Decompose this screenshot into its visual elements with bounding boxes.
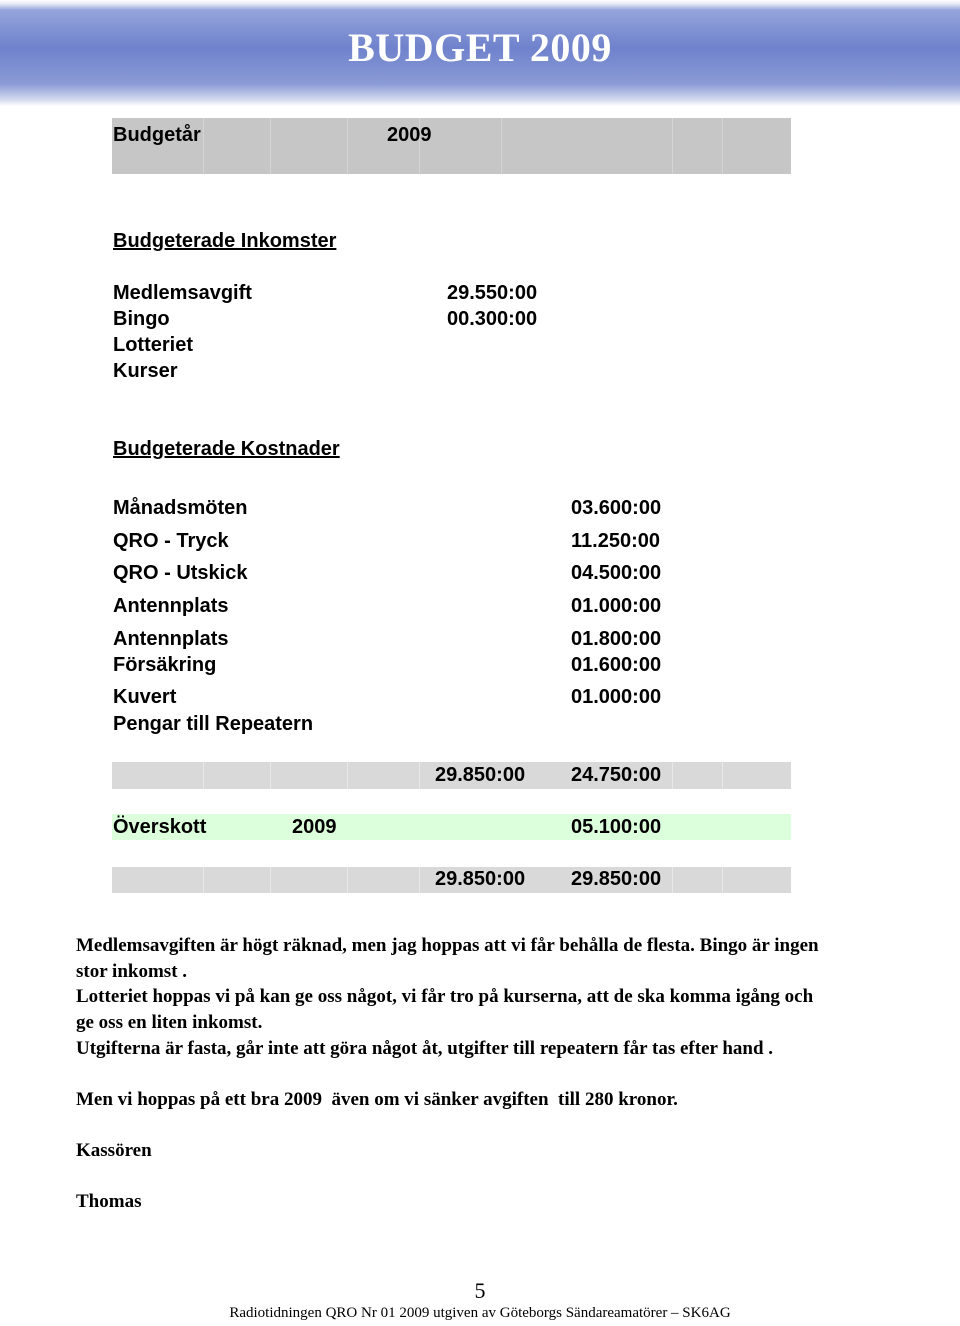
cost-item-label: Kuvert [113,686,177,708]
income-item-label: Lotteriet [113,334,193,356]
signature-title: Kassören [76,1140,152,1161]
cost-item-value: 03.600:00 [571,497,662,519]
total-income: 29.850:00 [435,764,526,786]
note-line: Lotteriet hoppas vi på kan ge oss något, vi får tro på kurserna, att de ska komma igång och [76,986,814,1007]
page-title: BUDGET 2009 [348,25,612,70]
balance-costs: 29.850:00 [571,868,662,890]
budget-year-label: Budgetår [113,124,201,146]
income-item-value: 00.300:00 [447,308,538,330]
income-heading: Budgeterade Inkomster [113,230,337,252]
note-line: ge oss en liten inkomst. [76,1012,263,1033]
cost-item-value: 04.500:00 [571,562,662,584]
surplus-value: 05.100:00 [571,816,662,838]
note-line: stor inkomst . [76,961,188,982]
note-line: Utgifterna är fasta, går inte att göra något åt, utgifter till repeatern får tas efter hand . [76,1038,774,1059]
cost-item-label: Antennplats [113,595,229,617]
cost-item-label: Antennplats [113,628,229,650]
surplus-label: Överskott [113,816,207,838]
cost-item-label: Månadsmöten [113,497,248,519]
cost-item-value: 01.000:00 [571,595,662,617]
cost-item-value: 11.250:00 [571,530,660,552]
income-item-label: Bingo [113,308,170,330]
surplus-bar [112,814,791,840]
cost-item-value: 01.800:00 [571,628,662,650]
budget-year-value: 2009 [387,124,432,146]
costs-heading: Budgeterade Kostnader [113,438,340,460]
income-item-label: Kurser [113,360,178,382]
surplus-year: 2009 [292,816,337,838]
note-line: Men vi hoppas på ett bra 2009 även om vi sänker avgiften till 280 kronor. [76,1089,678,1110]
signature-name: Thomas [76,1191,142,1212]
footer-text: Radiotidningen QRO Nr 01 2009 utgiven av Göteborgs Sändareamatörer – SK6AG [229,1305,731,1321]
cost-item-label: QRO - Tryck [113,530,229,552]
cost-item-value: 01.000:00 [571,686,662,708]
income-item-label: Medlemsavgift [113,282,252,304]
note-line: Medlemsavgiften är högt räknad, men jag hoppas att vi får behålla de flesta. Bingo är ingen [76,935,819,956]
budget-year-bar [112,118,791,174]
cost-item-value: 01.600:00 [571,654,662,676]
title-banner [0,0,960,106]
income-item-value: 29.550:00 [447,282,538,304]
balance-income: 29.850:00 [435,868,526,890]
cost-item-label: QRO - Utskick [113,562,248,584]
cost-item-label: Pengar till Repeatern [113,713,314,735]
cost-item-label: Försäkring [113,654,217,676]
page-number: 5 [474,1278,486,1303]
total-costs: 24.750:00 [571,764,662,786]
